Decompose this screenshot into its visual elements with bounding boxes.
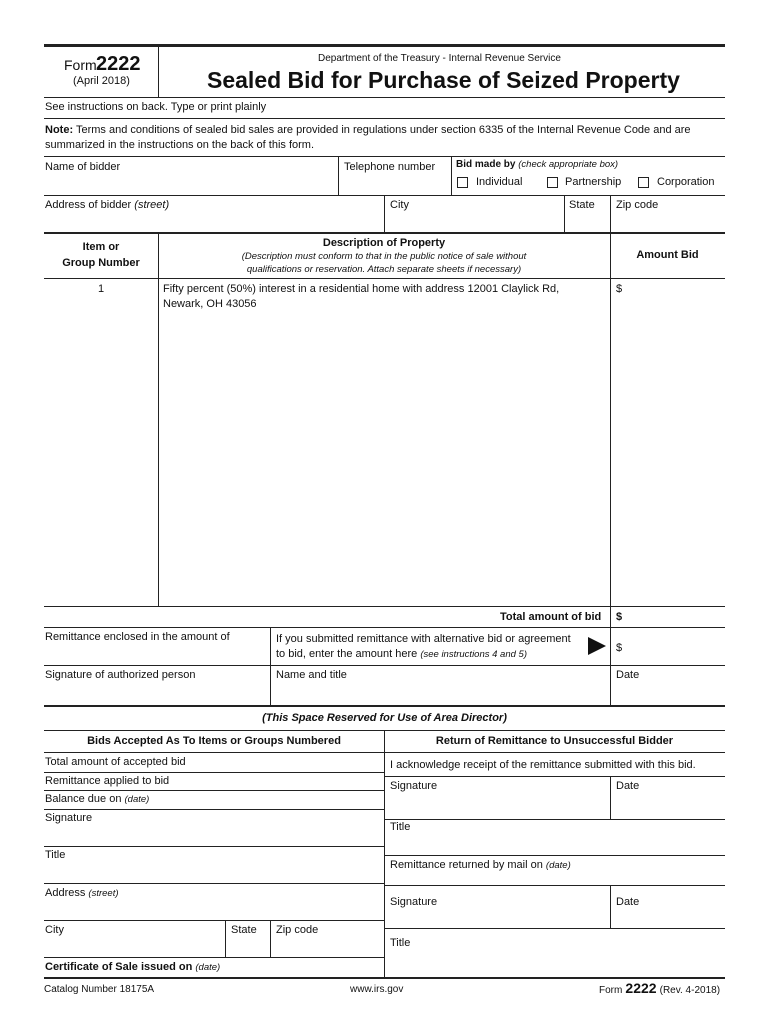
form-word: Form — [64, 57, 97, 73]
bids-accepted-header: Bids Accepted As To Items or Groups Numbered — [87, 735, 341, 747]
corporation-checkbox[interactable] — [638, 177, 649, 188]
header-divider — [158, 47, 159, 97]
total-accepted-label: Total amount of accepted bid — [45, 756, 186, 768]
description-note-2: qualifications or reservation. Attach separate sheets if necessary) — [246, 264, 522, 275]
description-note-1: (Description must conform to that in the public notice of sale without — [241, 251, 527, 262]
amount-bid-value: $ — [616, 283, 623, 295]
form-number: 2222 — [96, 53, 141, 75]
city-label: City — [390, 199, 409, 211]
reserved-space-heading: (This Space Reserved for Use of Area Director) — [262, 712, 507, 724]
website: www.irs.gov — [350, 984, 404, 995]
director-title-label: Title — [45, 849, 66, 861]
remittance-currency: $ — [616, 642, 623, 654]
header-rule — [44, 97, 725, 98]
alternative-bid-line2: to bid, enter the amount here (see instructions 4 and 5) — [276, 648, 527, 660]
bid-made-by: Bid made by (check appropriate box) — [456, 159, 619, 170]
amount-bid-header: Amount Bid — [636, 249, 699, 261]
return-title-label: Title — [390, 821, 411, 833]
director-address-label: Address (street) — [45, 887, 119, 899]
return-date-label: Date — [616, 780, 640, 792]
property-description-line1: Fifty percent (50%) interest in a residential home with address 12001 Claylick Rd, — [163, 283, 560, 295]
certificate-of-sale-label: Certificate of Sale issued on (date) — [45, 961, 221, 973]
director-state-label: State — [231, 924, 257, 936]
footer-form-id: Form 2222 (Rev. 4-2018) — [599, 980, 721, 996]
top-rule — [44, 44, 725, 47]
return-remittance-header: Return of Remittance to Unsuccessful Bidder — [435, 735, 674, 747]
description-header: Description of Property — [322, 237, 446, 249]
individual-checkbox[interactable] — [457, 177, 468, 188]
remittance-enclosed-label: Remittance enclosed in the amount of — [45, 631, 230, 643]
note-line1: Terms and conditions of sealed bid sales are provided in regulations under section 6335 of the Internal Revenue Code and are — [75, 124, 691, 136]
total-amount-currency: $ — [616, 611, 623, 623]
arrow-right-icon — [588, 637, 606, 655]
address-of-bidder-label: Address of bidder (street) — [45, 199, 170, 211]
property-description-line2: Newark, OH 43056 — [163, 298, 257, 310]
return-date-2-label: Date — [616, 896, 640, 908]
telephone-label: Telephone number — [344, 161, 436, 173]
zip-label: Zip code — [616, 199, 659, 211]
note-text — [45, 124, 691, 136]
director-city-label: City — [45, 924, 64, 936]
name-and-title-label: Name and title — [276, 669, 347, 681]
date-label: Date — [616, 669, 640, 681]
name-of-bidder-label: Name of bidder — [45, 161, 121, 173]
signature-authorized-label: Signature of authorized person — [45, 669, 196, 681]
total-amount-label: Total amount of bid — [500, 611, 602, 623]
remittance-applied-label: Remittance applied to bid — [45, 775, 170, 787]
department: Department of the Treasury - Internal Revenue Service — [318, 53, 561, 64]
return-signature-label: Signature — [390, 780, 438, 792]
form-date: (April 2018) — [73, 75, 130, 87]
partnership-label: Partnership — [565, 176, 622, 188]
instructions-text: See instructions on back. Type or print plainly — [45, 101, 267, 113]
balance-due-label: Balance due on (date) — [45, 793, 150, 805]
form-page — [44, 44, 725, 1004]
individual-label: Individual — [476, 176, 523, 188]
director-signature-label: Signature — [45, 812, 93, 824]
partnership-checkbox[interactable] — [547, 177, 558, 188]
group-number-header: Group Number — [62, 257, 140, 269]
catalog-number: Catalog Number 18175A — [44, 984, 155, 995]
corporation-label: Corporation — [657, 176, 715, 188]
form-title: Sealed Bid for Purchase of Seized Property — [207, 67, 680, 93]
director-zip-label: Zip code — [276, 924, 319, 936]
state-label: State — [569, 199, 595, 211]
item-header: Item or — [82, 241, 120, 253]
return-title-2-label: Title — [390, 937, 411, 949]
returned-by-mail-label: Remittance returned by mail on (date) — [390, 859, 571, 871]
item-number: 1 — [97, 283, 105, 295]
alternative-bid-line1: If you submitted remittance with alternative bid or agreement — [276, 633, 571, 645]
acknowledge-text: I acknowledge receipt of the remittance submitted with this bid. — [390, 759, 696, 771]
return-signature-2-label: Signature — [390, 896, 438, 908]
note-label: Note: — [45, 124, 74, 136]
note-line2: summarized in the instructions on the back of this form. — [45, 139, 315, 151]
